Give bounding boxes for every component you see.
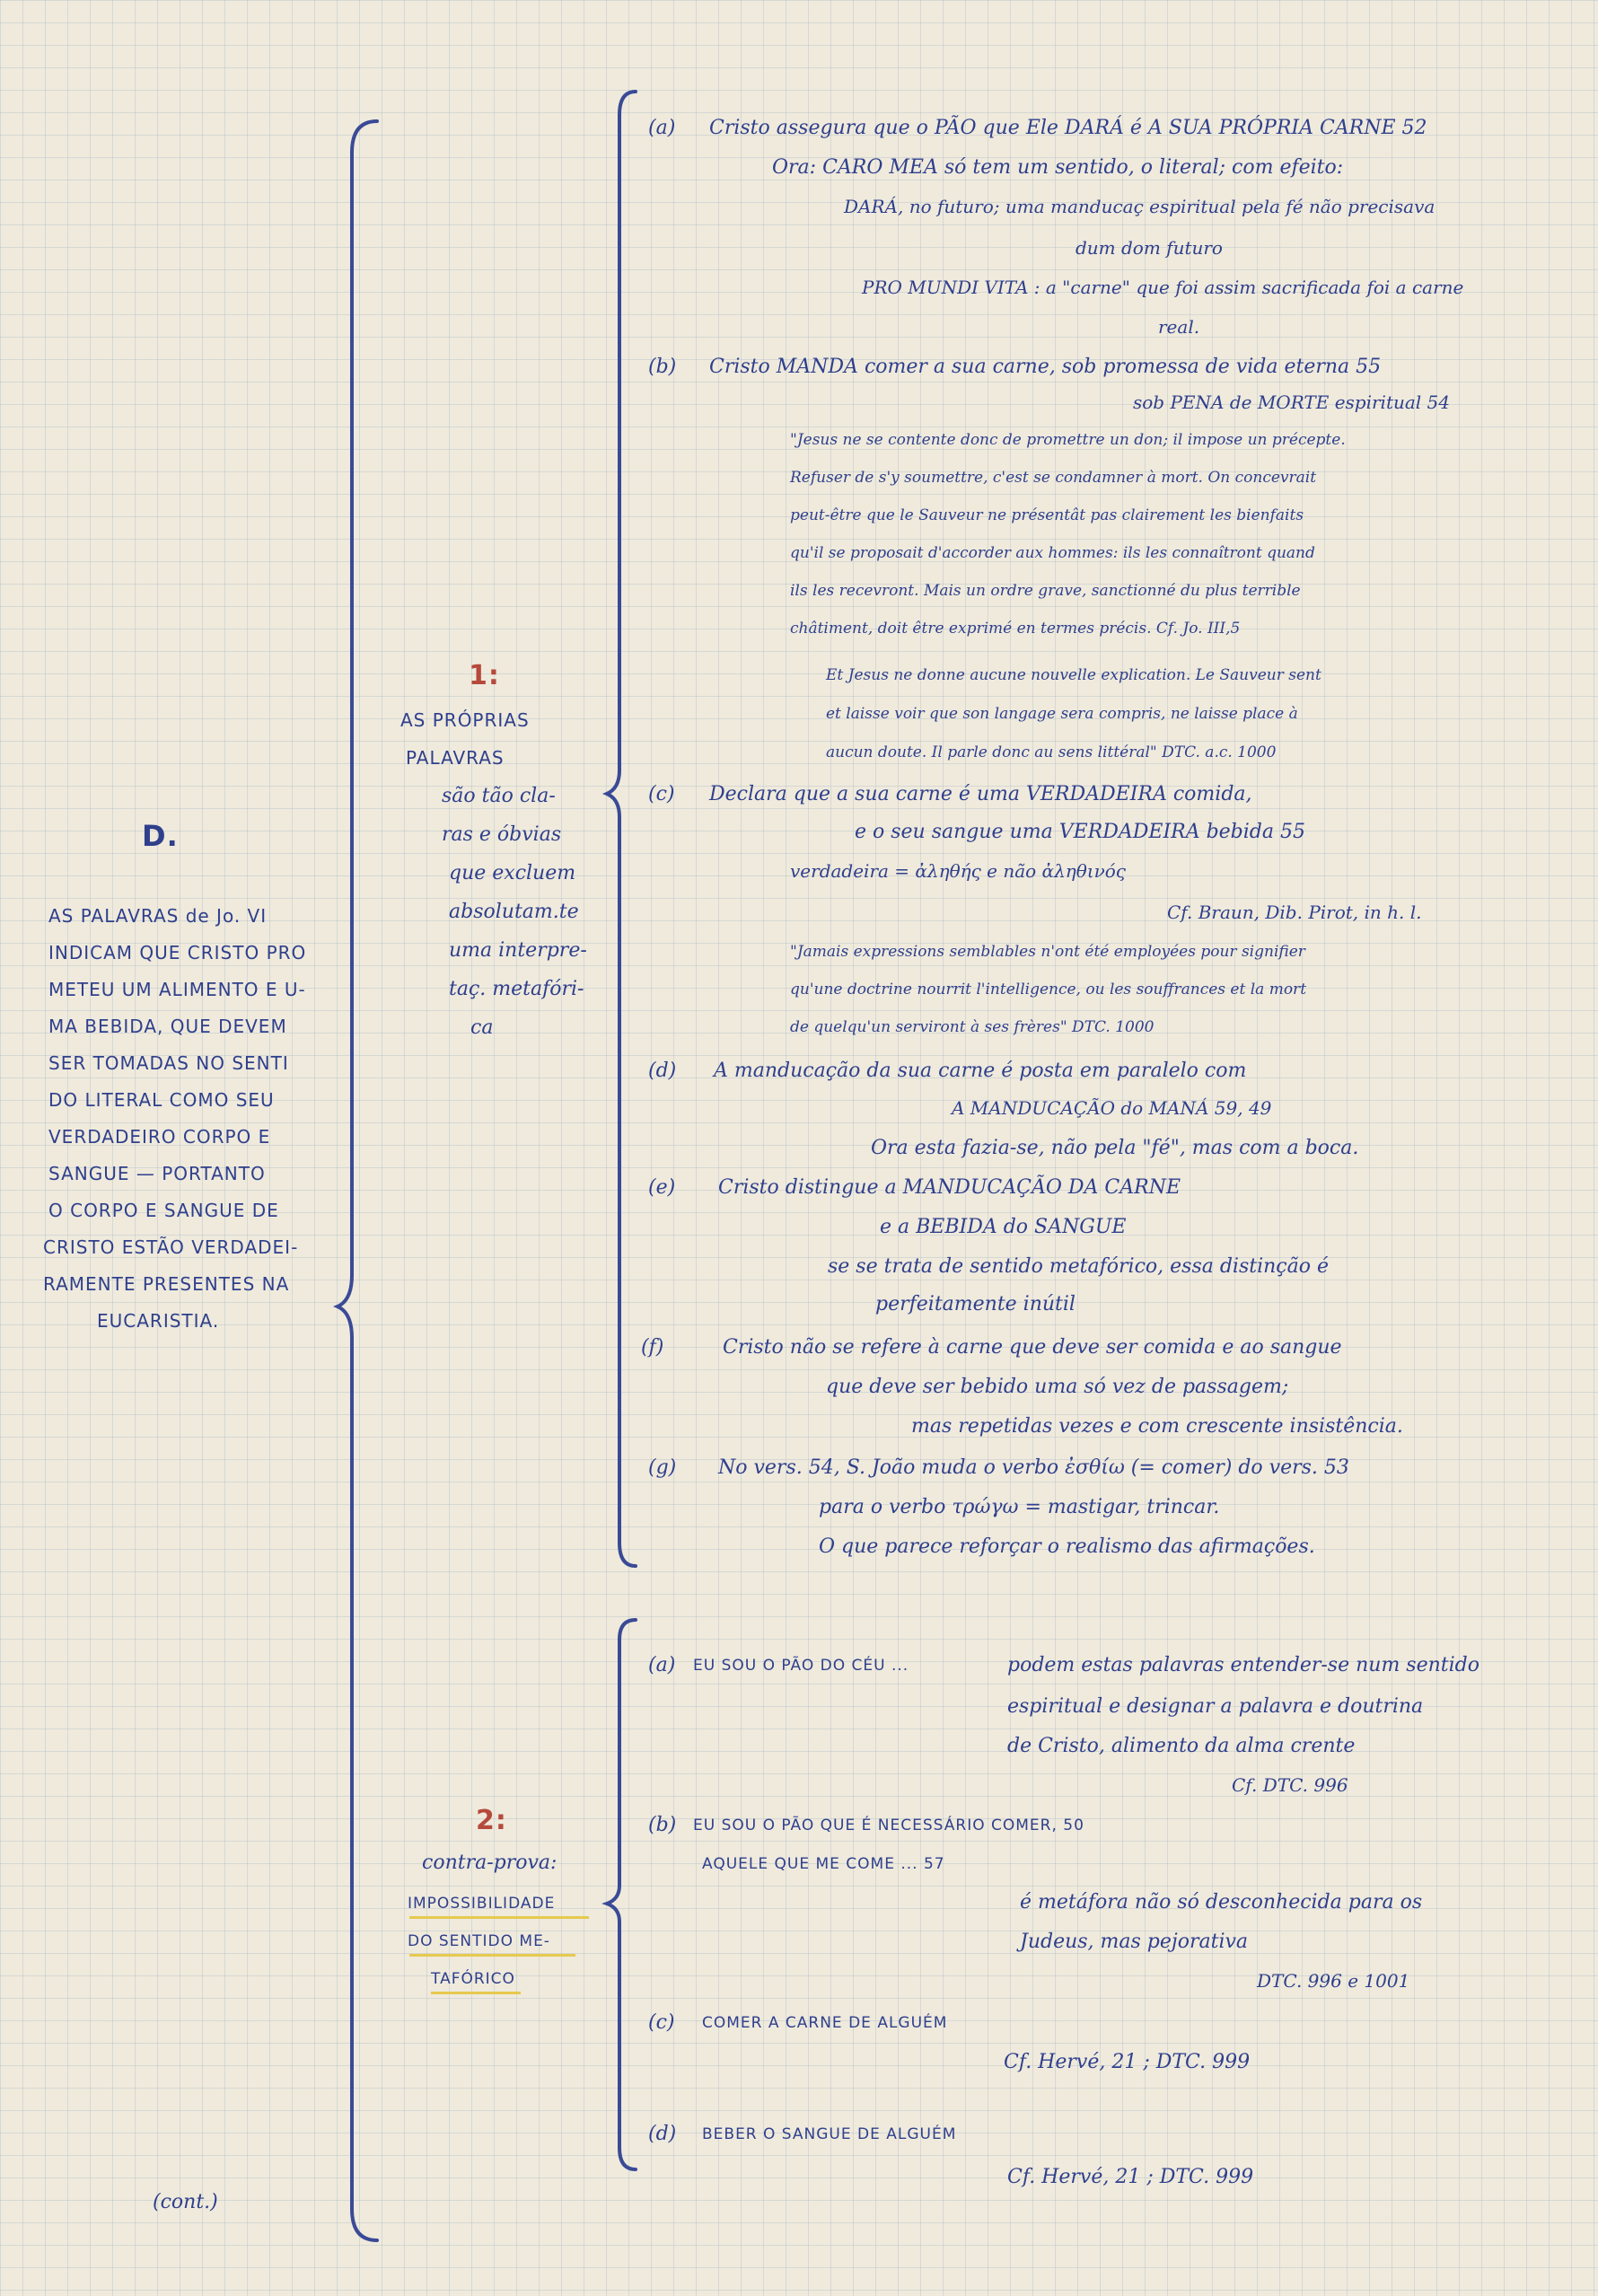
item-label: (c)	[648, 2011, 675, 2034]
group1-desc: ras e óbvias	[442, 823, 562, 846]
heading-underline	[409, 1916, 589, 1919]
quote-line: aucun doute. Il parle donc au sens littéral" DTC. a.c. 1000	[826, 743, 1277, 761]
item-line: Cf. Hervé, 21 ; DTC. 999	[1007, 2166, 1254, 2188]
item-line: é metáfora não só desconhecida para os	[1020, 1891, 1423, 1913]
group1-desc: taç. metafóri-	[449, 978, 584, 1000]
outer-brace	[332, 117, 382, 2245]
continued-note: (cont.)	[153, 2191, 218, 2213]
group1-brace	[603, 88, 639, 1570]
item-line: e o seu sangue uma VERDADEIRA bebida 55	[855, 821, 1305, 843]
item-line: Declara que a sua carne é uma VERDADEIRA comida,	[709, 783, 1252, 805]
item-line: de Cristo, alimento da alma crente	[1007, 1735, 1356, 1757]
item-line: verdadeira = ἀληθής e não ἀληθινός	[790, 860, 1127, 882]
summary-line: INDICAM QUE CRISTO PRO	[48, 942, 307, 963]
item-label: (a)	[648, 117, 676, 139]
summary-line: SER TOMADAS NO SENTI	[48, 1052, 289, 1074]
item-line: real.	[1158, 316, 1200, 338]
summary-line: METEU UM ALIMENTO E U-	[48, 979, 306, 1000]
quote-line: "Jamais expressions semblables n'ont été employées pour signifier	[790, 943, 1305, 961]
item-line: No vers. 54, S. João muda o verbo ἐσθίω (= comer) do vers. 53	[718, 1456, 1349, 1479]
item-line: EU SOU O PÃO QUE É NECESSÁRIO COMER, 50	[693, 1817, 1084, 1834]
item-line: que deve ser bebido uma só vez de passagem;	[826, 1376, 1289, 1398]
item-line: DARÁ, no futuro; uma manducaç espiritual pela fé não precisava	[844, 196, 1436, 217]
summary-line: EUCARISTIA.	[97, 1310, 220, 1332]
item-line: dum dom futuro	[1076, 237, 1223, 259]
summary-line: O CORPO E SANGUE DE	[48, 1200, 279, 1221]
group2-brace	[603, 1616, 639, 2173]
item-line: espiritual e designar a palavra e doutrina	[1007, 1695, 1424, 1718]
quote-line: ils les recevront. Mais un ordre grave, sanctionné du plus terrible	[790, 582, 1301, 600]
item-line: podem estas palavras entender-se num sentido	[1007, 1654, 1479, 1676]
group1-desc: uma interpre-	[449, 939, 587, 962]
item-line: A MANDUCAÇÃO do MANÁ 59, 49	[952, 1097, 1272, 1119]
summary-line: CRISTO ESTÃO VERDADEI-	[43, 1236, 299, 1258]
item-label: (d)	[648, 1060, 677, 1082]
summary-line: VERDADEIRO CORPO E	[48, 1126, 271, 1148]
item-label: (g)	[648, 1456, 677, 1479]
group1-heading: AS PRÓPRIAS	[400, 709, 530, 731]
item-line: perfeitamente inútil	[875, 1293, 1076, 1315]
group1-desc: são tão cla-	[442, 785, 556, 807]
quote-line: de quelqu'un serviront à ses frères" DTC. 1000	[790, 1018, 1155, 1036]
item-line: BEBER O SANGUE DE ALGUÉM	[702, 2125, 957, 2143]
item-line: DTC. 996 e 1001	[1257, 1970, 1410, 1992]
item-line: Cf. Hervé, 21 ; DTC. 999	[1004, 2051, 1251, 2073]
group2-number: 2:	[476, 1805, 507, 1836]
item-line: EU SOU O PÃO DO CÉU ...	[693, 1657, 909, 1675]
item-line: A manducação da sua carne é posta em paralelo com	[714, 1060, 1247, 1082]
item-label: (b)	[648, 356, 677, 378]
item-label: (b)	[648, 1814, 677, 1836]
item-line: PRO MUNDI VITA : a "carne" que foi assim sacrificada foi a carne	[862, 277, 1464, 298]
heading-underline	[409, 1954, 575, 1957]
item-line: O que parece reforçar o realismo das afirmações.	[819, 1535, 1315, 1558]
item-line: Ora: CARO MEA só tem um sentido, o literal; com efeito:	[772, 156, 1344, 179]
item-line: e a BEBIDA do SANGUE	[880, 1216, 1127, 1238]
group1-desc: absolutam.te	[449, 901, 579, 923]
item-label: (e)	[648, 1176, 676, 1199]
item-line: se se trata de sentido metafórico, essa distinção é	[828, 1255, 1329, 1278]
group2-heading: TAFÓRICO	[431, 1970, 515, 1988]
section-letter: D.	[142, 819, 179, 853]
group1-desc: que excluem	[449, 862, 576, 884]
quote-line: peut-être que le Sauveur ne présentât pas clairement les bienfaits	[790, 506, 1304, 524]
quote-line: Et Jesus ne donne aucune nouvelle explication. Le Sauveur sent	[826, 666, 1321, 684]
item-line: mas repetidas vezes e com crescente insistência.	[911, 1415, 1403, 1438]
item-line: Cristo MANDA comer a sua carne, sob promessa de vida eterna 55	[709, 356, 1382, 378]
item-line: Judeus, mas pejorativa	[1020, 1931, 1249, 1953]
item-label: (f)	[641, 1336, 664, 1359]
group1-desc: ca	[470, 1016, 494, 1039]
item-line: Cf. Braun, Dib. Pirot, in h. l.	[1167, 902, 1422, 923]
item-line: sob PENA de MORTE espiritual 54	[1133, 391, 1450, 413]
item-line: Ora esta fazia-se, não pela "fé", mas com a boca.	[871, 1137, 1359, 1159]
quote-line: châtiment, doit être exprimé en termes précis. Cf. Jo. III,5	[790, 620, 1241, 638]
heading-underline	[431, 1992, 521, 1994]
item-line: AQUELE QUE ME COME ... 57	[702, 1855, 945, 1873]
summary-line: DO LITERAL COMO SEU	[48, 1089, 275, 1111]
summary-line: MA BEBIDA, QUE DEVEM	[48, 1016, 287, 1037]
group1-number: 1:	[469, 660, 500, 691]
quote-line: et laisse voir que son langage sera compris, ne laisse place à	[826, 705, 1298, 723]
item-line: Cristo distingue a MANDUCAÇÃO DA CARNE	[718, 1176, 1181, 1199]
summary-line: RAMENTE PRESENTES NA	[43, 1273, 290, 1295]
group2-heading: IMPOSSIBILIDADE	[408, 1895, 556, 1913]
item-label: (a)	[648, 1654, 676, 1676]
quote-line: "Jesus ne se contente donc de promettre un don; il impose un précepte.	[790, 431, 1346, 449]
item-label: (c)	[648, 783, 675, 805]
item-line: Cristo não se refere à carne que deve ser comida e ao sangue	[723, 1336, 1342, 1359]
item-line: COMER A CARNE DE ALGUÉM	[702, 2014, 948, 2032]
quote-line: qu'il se proposait d'accorder aux hommes: ils les connaîtront quand	[790, 544, 1315, 562]
item-label: (d)	[648, 2123, 677, 2145]
item-line: Cristo assegura que o PÃO que Ele DARÁ é A SUA PRÓPRIA CARNE 52	[709, 117, 1427, 139]
quote-line: Refuser de s'y soumettre, c'est se condamner à mort. On concevrait	[790, 469, 1317, 487]
item-line: Cf. DTC. 996	[1232, 1774, 1348, 1796]
group2-heading: contra-prova:	[422, 1852, 558, 1874]
item-line: para o verbo τρώγω = mastigar, trincar.	[819, 1496, 1220, 1518]
group1-heading: PALAVRAS	[406, 747, 505, 769]
quote-line: qu'une doctrine nourrit l'intelligence, ou les souffrances et la mort	[790, 981, 1307, 998]
group2-heading: DO SENTIDO ME-	[408, 1932, 550, 1950]
summary-line: AS PALAVRAS de Jo. VI	[48, 905, 268, 927]
summary-line: SANGUE — PORTANTO	[48, 1163, 266, 1184]
